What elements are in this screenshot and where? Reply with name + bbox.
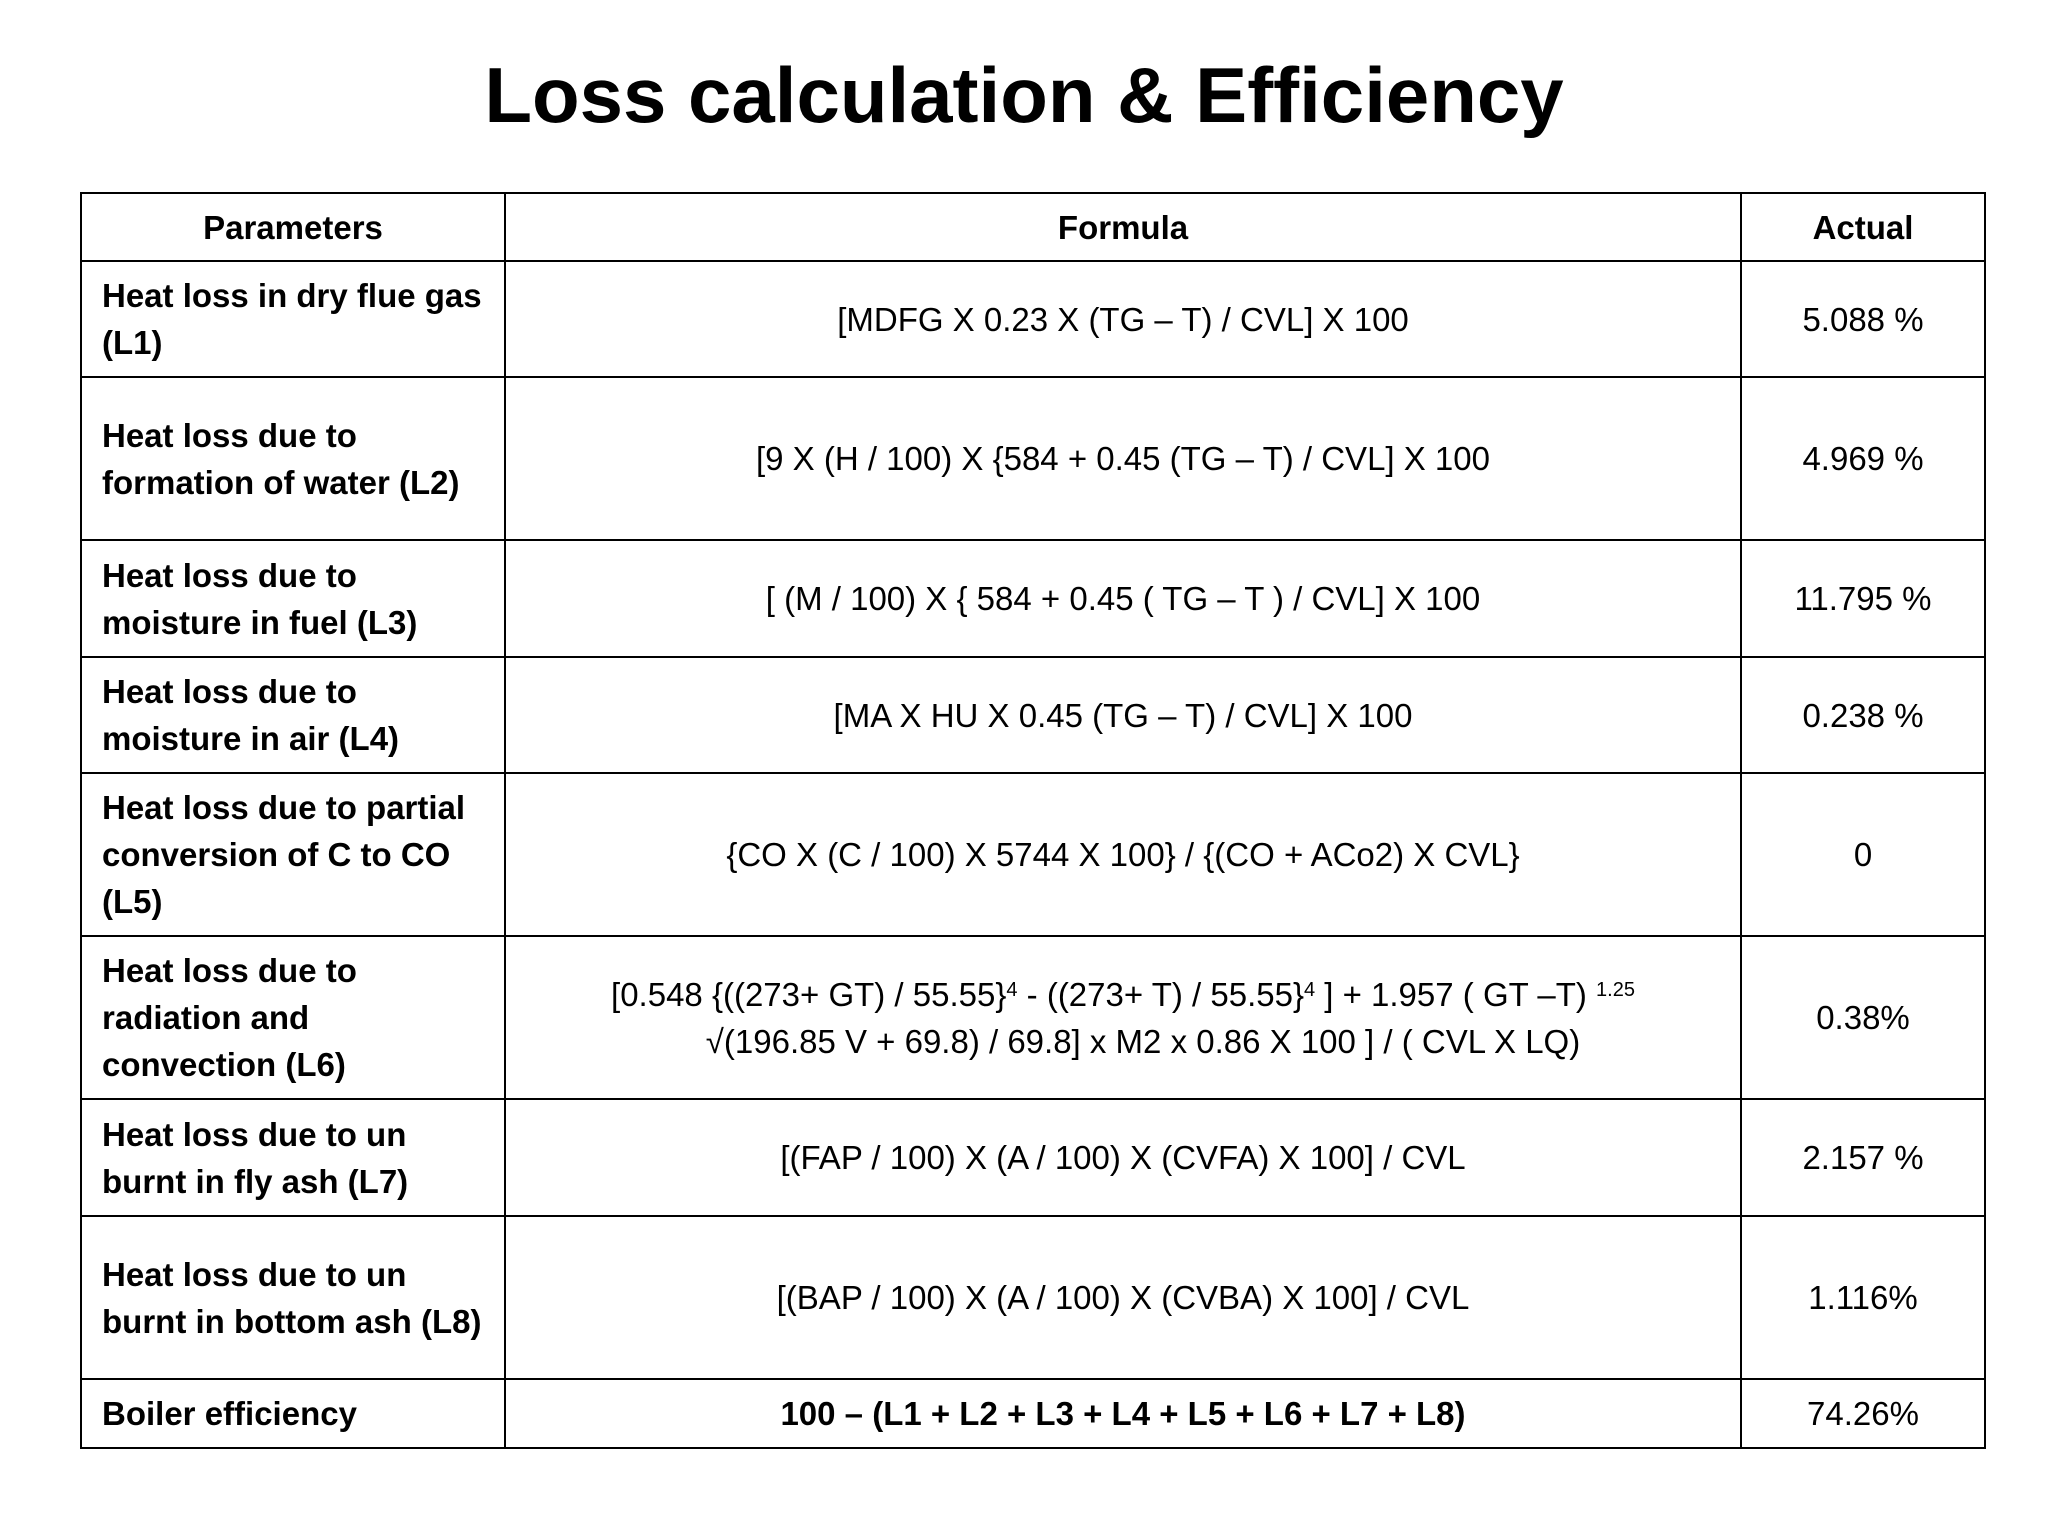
parameter-cell: Heat loss due to moisture in air (L4) (81, 657, 505, 773)
formula-line-2: √(196.85 V + 69.8) / 69.8] x M2 x 0.86 X 100 ] / ( CVL X LQ) (705, 1022, 1581, 1060)
loss-efficiency-table (80, 192, 1986, 1449)
table-row (81, 540, 1985, 657)
exponent: 4 (1006, 978, 1018, 1001)
header-parameters: Parameters (81, 193, 505, 261)
exponent: 1.25 (1596, 978, 1635, 1001)
actual-cell: 0.238 % (1741, 657, 1985, 773)
table-row (81, 1216, 1985, 1379)
table-row-total (81, 1379, 1985, 1448)
actual-cell: 1.116% (1741, 1216, 1985, 1379)
parameter-cell: Heat loss due to moisture in fuel (L3) (81, 540, 505, 657)
page-title: Loss calculation & Efficiency (484, 51, 1564, 139)
actual-cell: 2.157 % (1741, 1099, 1985, 1216)
header-formula: Formula (505, 193, 1741, 261)
formula-cell: [(BAP / 100) X (A / 100) X (CVBA) X 100] / CVL (505, 1216, 1741, 1379)
parameter-cell: Heat loss due to partial conversion of C to CO (L5) (81, 773, 505, 936)
formula-cell (505, 936, 1741, 1099)
parameter-cell: Boiler efficiency (81, 1379, 505, 1448)
parameter-cell: Heat loss due to un burnt in bottom ash (L8) (81, 1216, 505, 1379)
formula-cell: [ (M / 100) X { 584 + 0.45 ( TG – T ) / CVL] X 100 (505, 540, 1741, 657)
actual-cell: 11.795 % (1741, 540, 1985, 657)
formula-text: ] + 1.957 ( GT –T) (1315, 975, 1597, 1013)
formula-text: - ((273+ T) / 55.55} (1017, 975, 1304, 1013)
parameter-cell: Heat loss due to formation of water (L2) (81, 377, 505, 540)
actual-cell: 74.26% (1741, 1379, 1985, 1448)
parameter-cell: Heat loss due to un burnt in fly ash (L7) (81, 1099, 505, 1216)
table-row (81, 377, 1985, 540)
actual-cell: 0.38% (1741, 936, 1985, 1099)
actual-cell: 4.969 % (1741, 377, 1985, 540)
table-row (81, 936, 1985, 1099)
formula-text: [0.548 {((273+ GT) / 55.55} (611, 975, 1007, 1013)
table-row (81, 773, 1985, 936)
formula-cell: [(FAP / 100) X (A / 100) X (CVFA) X 100] / CVL (505, 1099, 1741, 1216)
formula-cell: [MA X HU X 0.45 (TG – T) / CVL] X 100 (505, 657, 1741, 773)
table-row (81, 261, 1985, 377)
formula-line-1 (611, 976, 1635, 1013)
formula-cell: {CO X (C / 100) X 5744 X 100} / {(CO + ACo2) X CVL} (505, 773, 1741, 936)
actual-cell: 0 (1741, 773, 1985, 936)
table-row (81, 657, 1985, 773)
header-actual: Actual (1741, 193, 1985, 261)
parameter-cell: Heat loss due to radiation and convection (L6) (81, 936, 505, 1099)
formula-cell: 100 – (L1 + L2 + L3 + L4 + L5 + L6 + L7 + L8) (505, 1379, 1741, 1448)
table-row (81, 1099, 1985, 1216)
exponent: 4 (1303, 978, 1316, 1001)
parameter-cell: Heat loss in dry flue gas (L1) (81, 261, 505, 377)
table-header-row (81, 193, 1985, 261)
formula-cell: [9 X (H / 100) X {584 + 0.45 (TG – T) / CVL] X 100 (505, 377, 1741, 540)
actual-cell: 5.088 % (1741, 261, 1985, 377)
formula-cell: [MDFG X 0.23 X (TG – T) / CVL] X 100 (505, 261, 1741, 377)
